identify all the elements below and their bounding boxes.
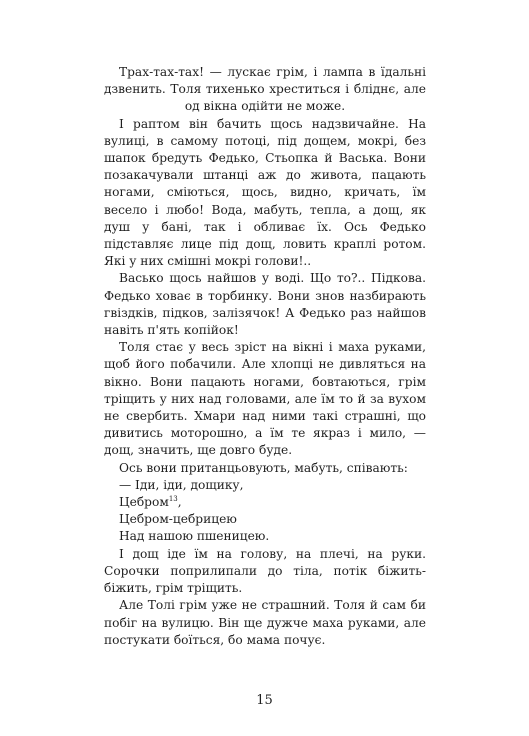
paragraph: Ось вони пританцьовують, мабуть, співають: [119,460,408,475]
song-verse [104,477,426,546]
paragraph: І раптом він бачить щось надзвичайне. На вулиці, в самому потоці, під дощем, мокрі, без шапок бредуть Федько, Стьопка й Васька. Вони позакачували штанці аж до живота, пацають ногами, сміються, щось, видно, кричать, їм весело і любо! Вода, мабуть, тепла, а дощ, як душ у бані, так і обливає їх. Ось Федько підставляє лице під дощ, ловить краплі ротом. Які у них смішні мокрі голови!.. [104,116,426,269]
paragraph: Толя стає у весь зріст на вікні і маха руками, щоб його побачили. Але хлопці не дивляться на вікно. Вони пацають ногами, бовтаються, грім тріщить у них над головами, але їм то й за вухом не свербить. Хмари над ними такі страшні, що дивитись моторошно, а їм те якраз і мило, — дощ, значить, ще довго буде. [104,340,426,458]
verse-line-punct: , [177,495,182,510]
verse-line [104,494,426,511]
verse-line: Над нашою пшеницею. [119,529,270,544]
verse-line: — Іди, іди, дощику, [119,477,244,492]
page-number: 15 [256,693,273,708]
paragraph: Але Толі грім уже не страшний. Толя й сам би побіг на вулицю. Він ще дужче маха руками, але постукати боїться, бо мама почує. [104,598,426,647]
paragraph: І дощ іде їм на голову, на плечі, на руки. Сорочки поприлипали до тіла, потік біжить-біжить, грім тріщить. [104,546,426,596]
verse-line-text: Цебром [119,495,169,510]
paragraph: Трах-тах-тах! — лускає грім, і лампа в їдальні дзвенить. Толя тихенько хреститься і бліднє, але од вікна одійти не може. [104,65,426,114]
footnote-marker[interactable]: 13 [168,495,178,504]
verse-line: Цебром-цебрицею [119,512,237,527]
paragraph: Васько щось найшов у воді. Що то?.. Підкова. Федько ховає в торбинку. Вони знов назбирають гвіздків, підков, залізячок! А Федько раз найшов навіть п'ять копійок! [104,271,426,338]
body-text [104,64,426,649]
